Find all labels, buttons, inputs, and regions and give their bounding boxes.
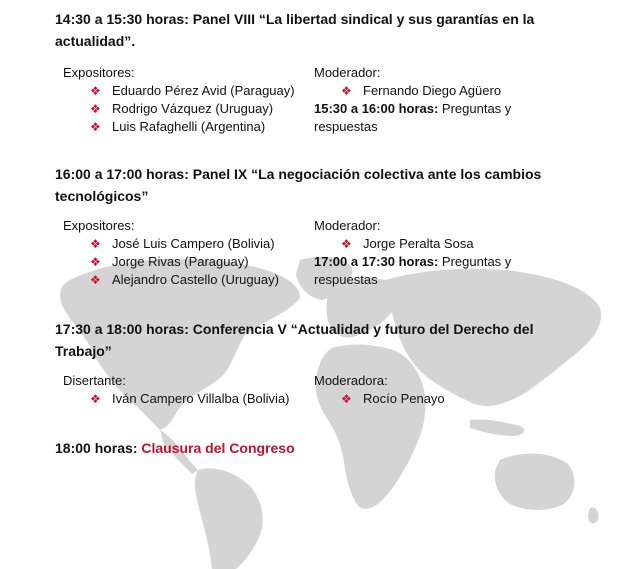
diamond-bullet-icon: ❖ [341,237,352,251]
speakers-column-1 [63,64,295,136]
list-item: ❖ Rodrigo Vázquez (Uruguay) [90,101,274,116]
list-item: ❖ Iván Campero Villalba (Bolivia) [90,391,290,406]
qa-line: 17:00 a 17:30 horas: Preguntas y respuestas [314,254,512,287]
list-item: ❖ Alejandro Castello (Uruguay) [90,272,279,287]
moderator-column-3 [314,372,544,408]
diamond-bullet-icon: ❖ [90,237,101,251]
session-heading-3: 17:30 a 18:00 horas: Conferencia V “Actualidad y futuro del Derecho del Trabajo” [55,321,534,359]
diamond-bullet-icon: ❖ [90,392,101,406]
session-heading-1: 14:30 a 15:30 horas: Panel VIII “La libertad sindical y sus garantías en la actualidad”. [55,11,535,49]
closing-title: Clausura del Congreso [141,440,295,456]
qa-line: 15:30 a 16:00 horas: Preguntas y respuestas [314,101,512,134]
moderator-column-1 [314,64,544,136]
moderator-label: Moderadora: [314,373,388,388]
session-heading-2: 16:00 a 17:00 horas: Panel IX “La negociación colectiva ante los cambios tecnológicos” [55,166,542,204]
list-item: ❖ José Luis Campero (Bolivia) [90,236,275,251]
moderator-column-2 [314,217,544,289]
diamond-bullet-icon: ❖ [90,273,101,287]
speakers-column-3 [63,372,290,408]
closing-time: 18:00 horas: [55,440,138,456]
diamond-bullet-icon: ❖ [90,84,101,98]
diamond-bullet-icon: ❖ [90,120,101,134]
speakers-column-2 [63,217,279,289]
speakers-label: Expositores: [63,218,135,233]
list-item: ❖ Luis Rafaghelli (Argentina) [90,119,266,134]
speaker-label: Disertante: [63,373,126,388]
moderator-label: Moderador: [314,65,381,80]
list-item: ❖ Jorge Peralta Sosa [341,236,474,251]
diamond-bullet-icon: ❖ [90,255,101,269]
moderator-label: Moderador: [314,218,381,233]
closing-heading [55,437,555,459]
diamond-bullet-icon: ❖ [341,84,352,98]
list-item: ❖ Rocío Penayo [341,391,445,406]
list-item: ❖ Eduardo Pérez Avid (Paraguay) [90,83,295,98]
list-item: ❖ Fernando Diego Agüero [341,83,502,98]
diamond-bullet-icon: ❖ [90,102,101,116]
diamond-bullet-icon: ❖ [341,392,352,406]
list-item: ❖ Jorge Rivas (Paraguay) [90,254,249,269]
speakers-label: Expositores: [63,65,135,80]
